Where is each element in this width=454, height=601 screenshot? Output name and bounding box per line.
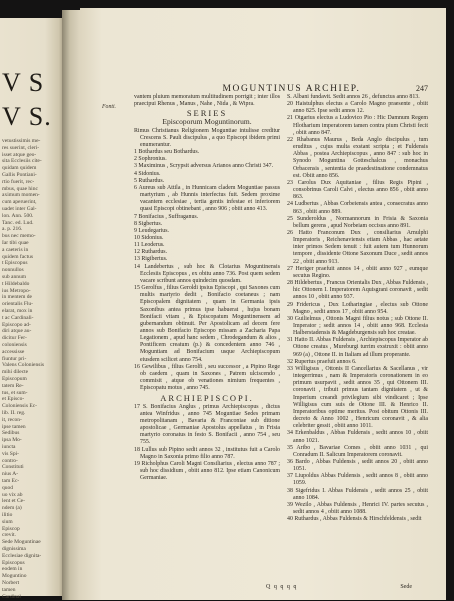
left-page-fragment: cum aperuerint, [2,199,37,206]
left-page-fragment: tatem Re- [2,382,24,389]
left-page-fragment: dicitur Fer- [2,335,27,342]
archbishop-entry: 32 Rupertus praefuit annos 6. [287,358,357,365]
left-page-fragment: lib. II. reg. [2,410,26,416]
bishop-entry: 4 Sidonius. [134,170,161,177]
left-page-fragment: Cardinal [2,593,21,600]
left-page-fragment: sium [2,518,13,525]
left-page-fragment: contro- [2,457,18,464]
left-page-fragment: t Hildebaldo [2,280,30,287]
left-page-fragment: orientalis Flu- [2,301,34,308]
archbishop-entry: 17 S. Bonifacius Anglus , primus Archiepiscopus , dictus antea Winfridus , anno 745 Moguntiae Sedes primam metropolitanam , Bavaria & Franconiae sub ditione apostolicae , Germaniae Apostolus appellatus , in Frisia martyrio coronatus in festo S. Bonifacii , anno 754 , seu 755. [134,403,280,446]
left-page-fragment: Valens Coloniensis [2,362,45,369]
left-page-fragment: bus nec memo- [2,233,36,240]
running-head-title: MOGUNTINUS ARCHIEP. [222,84,361,94]
bishop-entry: 12 Ruthardus. [134,249,168,256]
bishop-entry: 6 Aureus sub Attila , in Hunnicam cladem Moguntiae passus martyrium , ab Hunnis interfectus fuit. Sedem proxime vacantem ecclesiae , tertia gentis infestae et inferiorem quasi Episcopi obtinebant , anno 906 ; obiit anno 413. [134,184,280,213]
bishop-entry: 8 Sigbertus. [134,220,163,227]
archbishop-entry: 29 Fridericus , Dux Lotharingiae , electus sub Ottone Magno , sedit annos 17 , obiit anno 954. [287,301,428,315]
left-page-fragment: quidem factus [2,253,34,260]
left-page-fragment: lent et Ce- [2,498,25,505]
left-page-fragment: Ecclesiae dignita- [2,552,42,559]
archbishop-entry: 25 Sunderoldus , Normannorum in Frisia & Saxonia bellum gerens , apud Norbeiam occisus anno 891. [287,215,428,229]
bishop-entry: 2 Sophronius. [134,156,167,163]
left-facing-page [0,18,64,600]
left-page-fragment: elarat, mox in [2,308,33,314]
left-page-fragment: ndem (a) [2,505,22,512]
left-page-fragment: Iar tibi quae [2,240,29,246]
left-page-fragment: rtio fuerit, rec- [2,178,35,185]
left-page-fragment: fiuntur pri- [2,355,27,362]
left-page-fragment: Episcop [2,525,20,532]
left-page-fragment: res suerint, cleri- [2,144,40,151]
left-page-fragment: ius Metropo- [2,287,31,294]
left-page-fragment: sita Ecclesiis cite- [2,158,42,165]
left-page-fragment: a. p. 216. [2,226,23,233]
archbishop-entry: 18 Lullus sub Pipino sedit annos 32 , institutus fuit a Carolo Magno in Saxonia primo filio anno 787. [134,446,280,460]
left-page-fragment: Constituti [2,464,24,471]
left-page-fragment: Episcopo ad- [2,321,31,328]
archbishop-entry: S. Albani fundavit. Sedit annos 26 , defunctus anno 813. [287,94,420,100]
archbishop-entry: 35 Aribo , Bavariae Comes , obiit anno 1031 , qui Conradum II. Salicum Imperatorem coronavit. [287,444,428,458]
left-page-fragment: aximum momen- [2,192,40,199]
archbishop-entry: 22 Rhabanus Maurus , Beda Anglo discipulus , tum eruditus , cujus multa exstant scripta ; et Fuldensis Abbas , postea Archiepiscopus , anno 847 : sub hoc in Synodo Moguntina Gotteschalcus , monachus Orbacensis , sententia de praedestinatione condemnatus est. Obiit anno 856. [287,136,428,179]
left-page-letters-1: V S [2,68,45,97]
left-page-letters-2: V S. [2,102,52,131]
left-page-fragment: mbus, quae hinc [2,185,38,192]
left-page-fragment: t Episcopus [2,260,28,267]
archbishop-entry: 20 Haistulphus electus a Carolo Magno praesente , obiit anno 825. Ipse sedit annos 12. [287,101,428,115]
left-page-fragment: it, recon- [2,416,22,423]
left-page-fragment: lon. Ann. 500. [2,212,34,219]
left-page-fragment: uadet inter Gal- [2,206,37,212]
left-page-fragment: mihi dilecte [2,369,29,376]
archbishop-entry: 19 Richolphus Caroli Magni Consiliarius , electus anno 787 ; sub hoc dissidium , obiit anno 812. Ipse etiam Canonicum Germaniae. [134,460,280,482]
left-page-fragment: eodem in [2,566,23,573]
left-page-fragment: coloniensis [2,342,27,348]
left-page-fragment: isset atque geo- [2,151,37,158]
book-gutter [62,10,82,600]
left-page-fragment: ilitio [2,512,13,518]
archbishop-entry: 37 Liupoldus Abbas Fuldensis , sedit annos 8 , obiit anno 1059. [287,473,428,487]
archbishop-list-continued [287,94,428,523]
left-page-fragment: diri atque au- [2,328,32,335]
bishop-entry: 5 Ruthardus. [134,177,165,184]
bishop-entry: 7 Bonifacius , Suffraganus. [134,213,199,220]
left-page-fragment: quidam quidem [2,165,37,172]
archbishop-entry: 40 Ruthardus , Abbas Fuldensis & Hirschfeldensis , sedit [287,516,422,523]
left-page-fragment: Coloniensis Ec- [2,403,37,410]
left-page-fragment: tam Ec- [2,478,20,484]
archbishop-entry: 27 Heriger praefuit annos 14 , obiit anno 927 , eumque secutus Regino. [287,265,428,279]
bishop-list [134,128,280,393]
archbishop-entry: 23 Carolus Dux Aquitaniae , filius Regis Pipini , consobrinus Caroli Calvi , electus anno 856 , obiit anno 863. [287,179,428,201]
left-page-fragment: Episcopus [2,559,25,566]
series-subheading: Episcoporum Moguntinorum. [162,117,252,127]
archbishop-entry: 31 Hatto II. Abbas Fuldensis , Archiepiscopus Imperator ab Ottone creatus , Mureburgi turrim exstruxit : obiit anno 969 (a) , Ottone II. in Italiam ad illum properante. [287,337,428,358]
left-page-fragment: vetustissimis me- [2,138,41,144]
bishop-entry: 9 Leudegarius. [134,227,170,234]
margin-note: Fonti. [102,104,117,110]
left-page-fragment: Tanc. ed. Lud. [2,219,34,226]
left-page-fragment: Moguntino [2,573,27,580]
bishop-entry: 13 Rigibertus. [134,256,168,263]
left-page-fragment: uo vix ab [2,491,23,498]
left-page-fragment: Norbert [2,580,20,586]
left-page-fragment: Sedibus [2,430,20,437]
bishop-entry: 11 Leoderus. [134,242,165,249]
archbishop-entry: 28 Hildebertus , Francus Orientalis Dux , Abbas Fuldensis , hic Ottonem I. Imperatorem Aquisgrani coronavit , sedit annos 10 , obiit anno 937. [287,280,428,301]
archbishop-entry: 26 Hatto Franconum Dux , consiliarius Arnulphi Imperatoris , Reichenaviensis etiam Abbas , hac aetate inter primos Sedem tenuit : fuit autem tum Hunnorum tempore , dissidente Ottone Saxonum Duce , sedit annos 22 , obiit anno 913. [287,229,428,265]
bishop-entry: 1 Bothardus seu Bothardus. [134,149,200,156]
series-heading: SERIES [186,108,228,119]
left-page-fragment: Sede Moguntinae [2,539,41,546]
page-footer [80,584,446,594]
left-page-fragment: tus, et sum- [2,389,28,396]
bishop-entry: 3 Maximinus , Scrypsit adversus Arianos anno Christi 347. [134,163,274,170]
right-page [80,8,446,600]
bishop-entry: Rimus Christianus Religionem Moguntiae intulisse creditur Crescens S. Pauli discipulus , a quo Episcopi ibidem primi enumerantur. [134,127,280,148]
left-page-fragment: in mentem de [2,294,32,301]
left-page-fragment: quod [2,484,13,491]
left-page-fragment: et Episco- [2,396,25,403]
left-page-fragment: a caeteris in [2,246,29,253]
left-page-fragment: crevit. [2,532,16,539]
catchword: Sede [400,584,412,590]
left-page-fragment: dignissima [2,546,26,552]
left-page-fragment: nius A- [2,471,19,478]
archbishop-entry: 39 Wezilo , Abbas Fuldensis , Henrici IV. partes secutus , sedit annos 4 , obiit anno 1088. [287,501,428,516]
archbishop-list [134,404,280,483]
archbishop-entry: 34 Erkenbaldus , Abbas Fuldensis , sedit annos 10 , obiit anno 1021. [287,430,428,444]
left-page-fragment: vis Spi- [2,450,19,457]
archbishops-heading: ARCHIEPISCOPI. [160,393,254,404]
archbishop-entry: 38 Sigefridus I. Abbas Fuldensis , sedit annos 25 , obiit anno 1084. [287,487,428,501]
archbishop-entry: 24 Ludbertus , Abbas Corbeiensis antea , consecratus anno 863 , obiit anno 889. [287,201,428,215]
left-page-fragment: tamen [2,586,16,593]
left-page-fragment: Gallis Pontiani- [2,172,37,178]
left-page-fragment: Episcopum [2,376,27,382]
bishop-entry: 16 Gewilibus , filius Gerolfi , seu successor , a Pipino Rege ob caedem , quam in Saxones , Patrem ulciscendo , commisit , atque ob venationes nimium frequentes , Episcopatu motus , anno 745. [134,363,280,392]
archbishop-entry: 30 Guilielmus , Ottonis Magni filius notus ; sub Ottone II. Imperator ; sedit annos 14 , obiit anno 968. Ecclesia Halberstadensis & Magdeburgensis sub hoc creatae. [287,315,428,337]
page-number: 247 [416,84,428,93]
left-page-fragment: t ac Cardinali- [2,314,34,321]
left-page-fragment: ipse tamen [2,423,26,430]
signature-mark: Q q q q q [266,584,298,590]
archbishop-entry: 36 Bardo , Abbas Fuldensis , sedit annos 20 , obiit anno 1051. [287,458,428,473]
bishop-entry: 14 Landebertus , sub hoc & Clotarius Moguntinensis Ecclesiis Episcopus , ex obitu anno 736. Post quem sedem vacare scribunt annos quindecim quosdam. [134,263,280,284]
intro-text: vantem pluium memoratum multitudinem porrigit ; inter illos praecipui Rhenus , Manus , Nahe , Nida , & Wipra. [134,94,280,108]
bishop-entry: 15 Gerolfus , filius Geroldi ipsius Episcopi , qui Saxones cum multis martyrio dedit , Bonifacio coetaneus ; nam Episcopalem dignitatem , quam in Germania ipsis Saxonibus antea primus ipse habuerat , hujus bonam Bonifacii vitam , & Episcopatum Moguntinensem ad gubernandum obtinuit. Per Apostolicam ad decem fere annos sub Bonifacio Episcopo missam a Zacharia Papa Legationem , apud hanc sedem , Chrodegandum & alios , Pontificem creatum (p.) & concedentem anno 746 , Moguntiam ad Bonifacium usque Archiepiscopum eiusdem scilicet anno 754. [134,285,280,363]
archbishop-entry: 21 Otgarius electus a Ludovico Pio : Hic Damnum Regem Hlotharium imperatorem tamen contra pium Christi fecit , obiit anno 847. [287,115,428,136]
archbishop-entry: 33 Willigisus , Ottonis II Cancellarius & Sacellanus , vir integerrimus , nam & Imperatoris coronationem in eo primum usurpavit , sedit annos 35 , qui Ottonem III. coronavit , tribuit primus tantam dignitatem , ut & Imperium creandi privilegium sibi vindicaret ; Ipse Willigisus cum suis de Ottone III. & Henrico II. Imperatoribus optime meritus. Post obitum Ottonis III. decreto & Anno 1002 , Henricum coronavit , & alia celebriter gessit , obiit anno 1011. [287,365,428,430]
left-page-fragment: nonnullos [2,267,24,274]
left-page-fragment: accessisse [2,348,25,355]
left-page-fragment: iuncta [2,444,16,450]
right-column [287,94,428,523]
left-page-fragment: sub annum [2,274,26,280]
left-page-fragment: ipsa Mo- [2,437,22,444]
left-column [134,94,280,482]
bishop-entry: 10 Sidonius. [134,234,164,241]
